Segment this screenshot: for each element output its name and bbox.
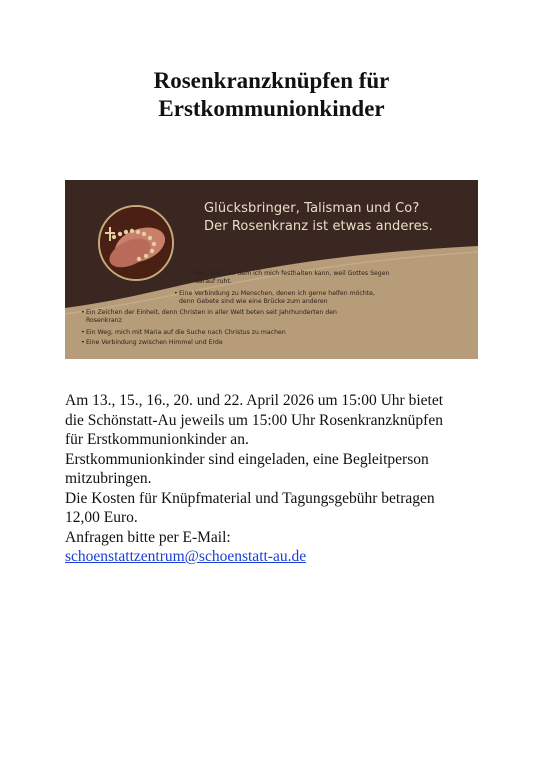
banner-bullet-continuation: denn Gebete sind wie eine Brücke zum anderen <box>179 298 328 305</box>
banner-headline-2: Der Rosenkranz ist etwas anderes. <box>204 219 433 234</box>
banner-bullet-list <box>65 180 478 359</box>
body-line: die Schönstatt-Au jeweils um 15:00 Uhr Rosenkranzknüpfen <box>65 411 443 429</box>
email-link[interactable]: schoenstattzentrum@schoenstatt-au.de <box>65 548 307 565</box>
banner-bullet: • Eine Verbindung zwischen Himmel und Erde <box>86 339 223 347</box>
banner-bullet-continuation: Rosenkranz <box>86 317 122 324</box>
banner-bullet: • Ein Zeichen der Einheit, denn Christen in aller Welt beten seit Jahrhunderten den <box>86 309 337 317</box>
page-title-line-2: Erstkommunionkinder <box>158 96 385 121</box>
banner-bullet: • Eine Verbindung zu Menschen, denen ich gerne helfen möchte, <box>179 290 375 298</box>
body-line: 12,00 Euro. <box>65 509 138 526</box>
banner-headline-1: Glücksbringer, Talisman und Co? <box>204 201 420 216</box>
body-line: Die Kosten für Knüpfmaterial und Tagungsgebühr betragen <box>65 489 435 507</box>
page-title-line-1: Rosenkranzknüpfen für <box>153 68 390 93</box>
banner-bullet: • Ein „Seil", an dem ich mich festhalten kann, weil Gottes Segen <box>195 270 389 278</box>
banner-bullet-continuation: darauf ruht. <box>195 278 232 285</box>
body-line: mitzubringen. <box>65 470 152 487</box>
rosary-banner-image <box>65 180 478 359</box>
banner-bullet: • Ein Weg, mich mit Maria auf die Suche nach Christus zu machen <box>86 329 286 337</box>
announcement-text <box>65 391 485 567</box>
body-line: für Erstkommunionkinder an. <box>65 431 249 448</box>
body-line: Anfragen bitte per E-Mail: <box>65 528 231 546</box>
body-line: Erstkommunionkinder sind eingeladen, eine Begleitperson <box>65 450 429 468</box>
body-line: Am 13., 15., 16., 20. und 22. April 2026 um 15:00 Uhr bietet <box>65 392 444 409</box>
